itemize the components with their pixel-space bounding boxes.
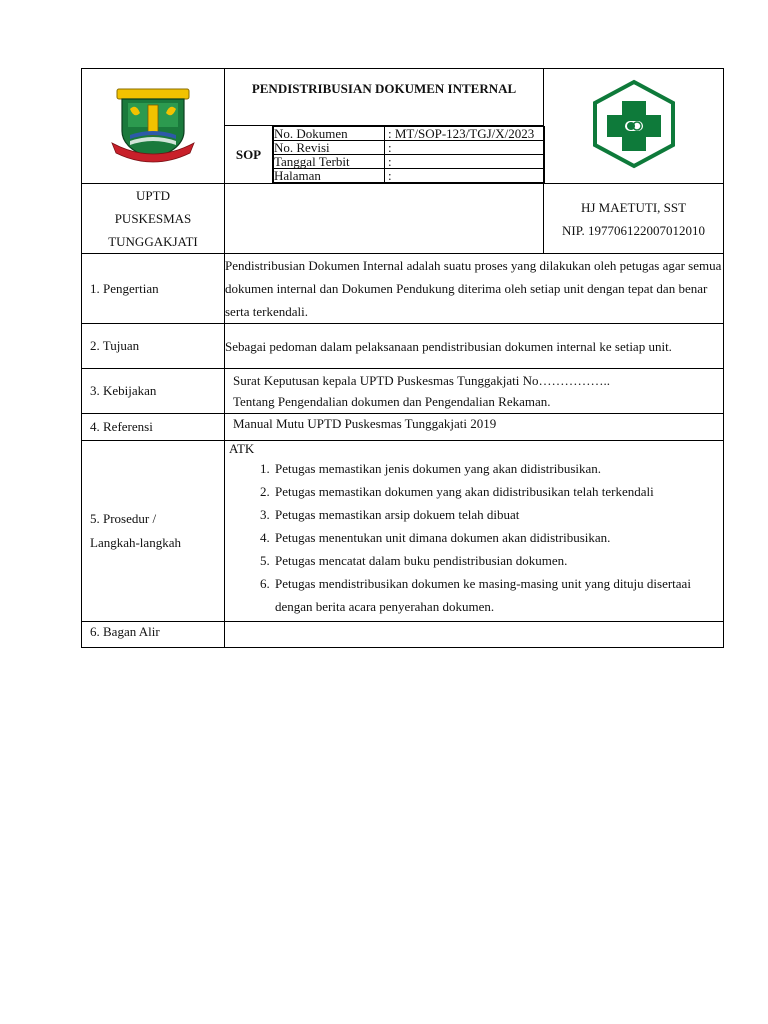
signer-nip: NIP. 197706122007012010 xyxy=(562,222,706,238)
prosedur-label-line: 5. Prosedur / xyxy=(90,511,157,526)
meta-value: : xyxy=(385,169,545,183)
sop-table xyxy=(81,68,724,648)
logo-left-cell xyxy=(82,69,225,184)
meta-row-halaman xyxy=(274,169,545,183)
sop-meta-cell xyxy=(273,126,544,184)
kebijakan-line: Tentang Pengendalian dokumen dan Pengendalian Rekaman. xyxy=(233,394,551,409)
signer-name: HJ MAETUTI, SST xyxy=(580,199,687,215)
meta-value: : xyxy=(385,155,545,169)
prosedur-step: 4. Petugas menentukan unit dimana dokumen akan didistribusikan. xyxy=(273,526,723,549)
unit-line: TUNGGAKJATI xyxy=(108,234,198,249)
sop-meta-table xyxy=(273,126,545,183)
document-title: PENDISTRIBUSIAN DOKUMEN INTERNAL xyxy=(225,69,544,126)
unit-line: UPTD xyxy=(136,188,170,203)
section-label-kebijakan: 3. Kebijakan xyxy=(82,369,225,414)
section-label-prosedur xyxy=(82,441,225,622)
signer-cell xyxy=(544,184,724,254)
section-text-bagan-alir xyxy=(225,622,724,648)
prosedur-intro: ATK xyxy=(229,441,255,456)
sop-label: SOP xyxy=(225,126,273,184)
unit-line: PUSKESMAS xyxy=(114,211,192,226)
meta-label: Tanggal Terbit xyxy=(274,155,385,169)
puskesmas-cross-logo-icon xyxy=(589,79,679,169)
section-label-bagan-alir: 6. Bagan Alir xyxy=(82,622,225,648)
section-label-tujuan: 2. Tujuan xyxy=(82,324,225,369)
meta-label: No. Dokumen xyxy=(274,127,385,141)
meta-value: : xyxy=(385,141,545,155)
section-text-referensi: Manual Mutu UPTD Puskesmas Tunggakjati 2019 xyxy=(225,414,724,441)
section-text-prosedur xyxy=(225,441,724,622)
meta-row-norevisi xyxy=(274,141,545,155)
prosedur-step: 6. Petugas mendistribusikan dokumen ke masing-masing unit yang dituju disertaai dengan berita acara penyerahan dokumen. xyxy=(273,572,723,618)
prosedur-step: 2. Petugas memastikan dokumen yang akan didistribusikan telah terkendali xyxy=(273,480,723,503)
logo-right-cell xyxy=(544,69,724,184)
karawang-crest-icon xyxy=(108,79,198,169)
meta-value: : MT/SOP-123/TGJ/X/2023 xyxy=(385,127,545,141)
prosedur-step: 3. Petugas memastikan arsip dokuem telah dibuat xyxy=(273,503,723,526)
section-text-pengertian: Pendistribusian Dokumen Internal adalah suatu proses yang dilakukan oleh petugas agar semua dokumen internal dan Dokumen Pendukung diterima oleh setiap unit dengan tepat dan benar serta terkendali. xyxy=(225,254,724,324)
kebijakan-line: Surat Keputusan kepala UPTD Puskesmas Tunggakjati No…………….. xyxy=(233,373,610,388)
unit-middle-cell xyxy=(225,184,544,254)
unit-name-cell xyxy=(82,184,225,254)
prosedur-steps xyxy=(229,457,723,618)
section-text-kebijakan xyxy=(225,369,724,414)
section-text-tujuan: Sebagai pedoman dalam pelaksanaan pendistribusian dokumen internal ke setiap unit. xyxy=(225,324,724,369)
prosedur-step: 1. Petugas memastikan jenis dokumen yang akan didistribusikan. xyxy=(273,457,723,480)
meta-label: No. Revisi xyxy=(274,141,385,155)
section-label-referensi: 4. Referensi xyxy=(82,414,225,441)
prosedur-label-line: Langkah-langkah xyxy=(90,535,181,550)
meta-row-nodokumen xyxy=(274,127,545,141)
meta-row-tanggal xyxy=(274,155,545,169)
meta-label: Halaman xyxy=(274,169,385,183)
section-label-pengertian: 1. Pengertian xyxy=(82,254,225,324)
prosedur-step: 5. Petugas mencatat dalam buku pendistribusian dokumen. xyxy=(273,549,723,572)
